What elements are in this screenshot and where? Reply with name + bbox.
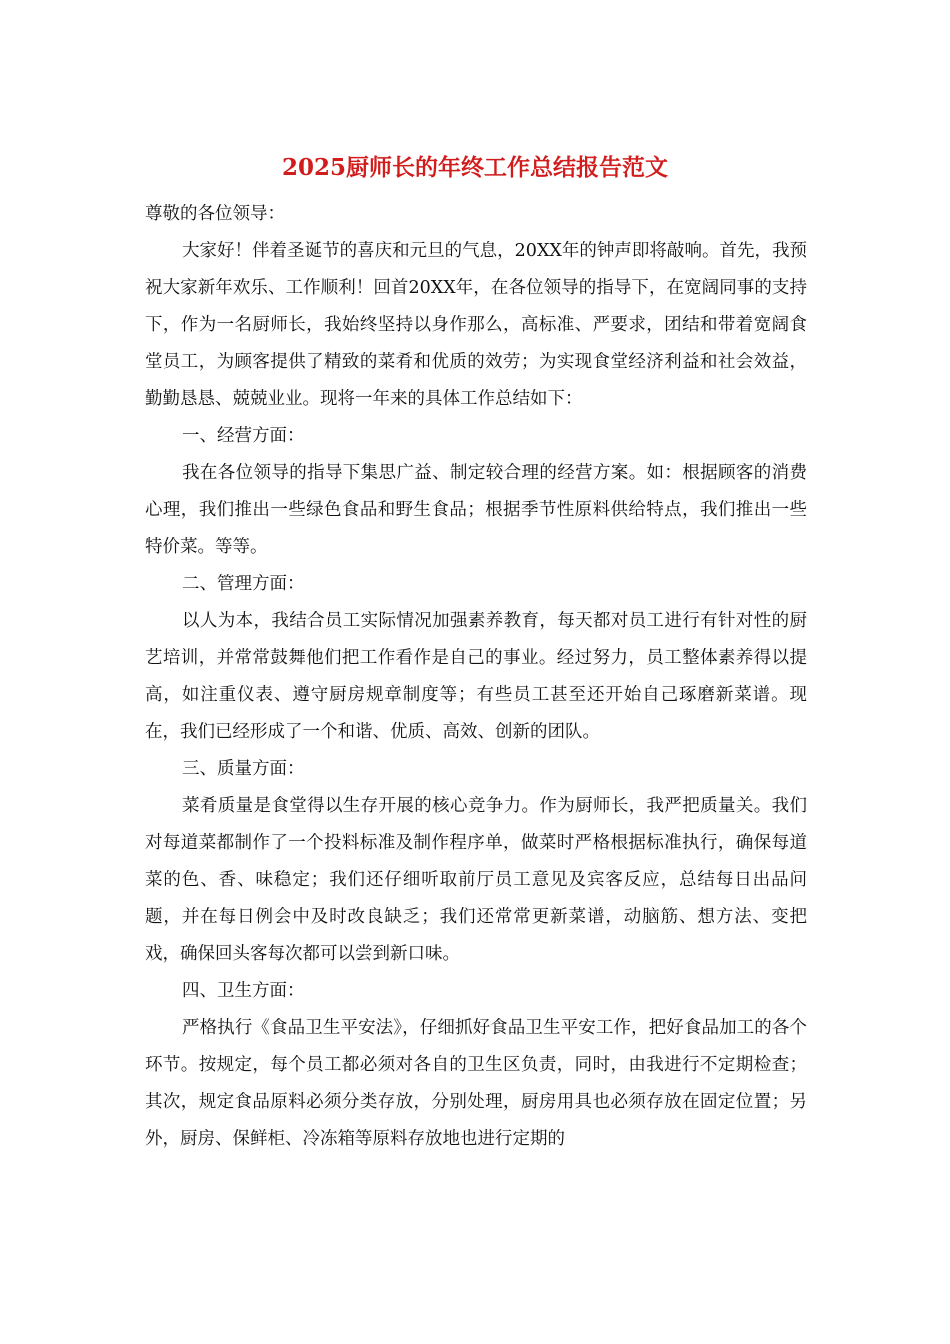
paragraph-intro: 大家好！伴着圣诞节的喜庆和元旦的气息，20XX年的钟声即将敲响。首先，我预祝大家新年欢乐、工作顺利！回首20XX年，在各位领导的指导下，在宽阔同事的支持下，作为一名厨师长，我始终坚持以身作那么，高标准、严要求，团结和带着宽阔食堂员工，为顾客提供了精致的菜肴和优质的效劳；为实现食堂经济利益和社会效益，勤勤恳恳、兢兢业业。现将一年来的具体工作总结如下： [145,241,807,409]
document-body [145,196,807,1158]
salutation: 尊敬的各位领导： [145,204,285,224]
paragraph-operations: 我在各位领导的指导下集思广益、制定较合理的经营方案。如：根据顾客的消费心理，我们推出一些绿色食品和野生食品；根据季节性原料供给特点，我们推出一些特价菜。等等。 [145,463,807,557]
document-title: 2025厨师长的年终工作总结报告范文 [281,154,668,181]
section-heading-hygiene: 四、卫生方面： [182,981,305,1001]
section-heading-management: 二、管理方面： [182,574,305,594]
paragraph-quality: 菜肴质量是食堂得以生存开展的核心竞争力。作为厨师长，我严把质量关。我们对每道菜都制作了一个投料标准及制作程序单，做菜时严格根据标准执行，确保每道菜的色、香、味稳定；我们还仔细听取前厅员工意见及宾客反应，总结每日出品问题，并在每日例会中及时改良缺乏；我们还常常更新菜谱，动脑筋、想方法、变把戏，确保回头客每次都可以尝到新口味。 [145,796,807,964]
paragraph-management: 以人为本，我结合员工实际情况加强素养教育，每天都对员工进行有针对性的厨艺培训，并常常鼓舞他们把工作看作是自己的事业。经过努力，员工整体素养得以提高，如注重仪表、遵守厨房规章制度等；有些员工甚至还开始自己琢磨新菜谱。现在，我们已经形成了一个和谐、优质、高效、创新的团队。 [145,611,807,742]
paragraph-hygiene: 严格执行《食品卫生平安法》，仔细抓好食品卫生平安工作，把好食品加工的各个环节。按规定，每个员工都必须对各自的卫生区负责，同时，由我进行不定期检查；其次，规定食品原料必须分类存放，分别处理，厨房用具也必须存放在固定位置；另外，厨房、保鲜柜、冷冻箱等原料存放地也进行定期的 [145,1018,807,1149]
section-heading-quality: 三、质量方面： [182,759,305,779]
section-heading-operations: 一、经营方面： [182,426,305,446]
